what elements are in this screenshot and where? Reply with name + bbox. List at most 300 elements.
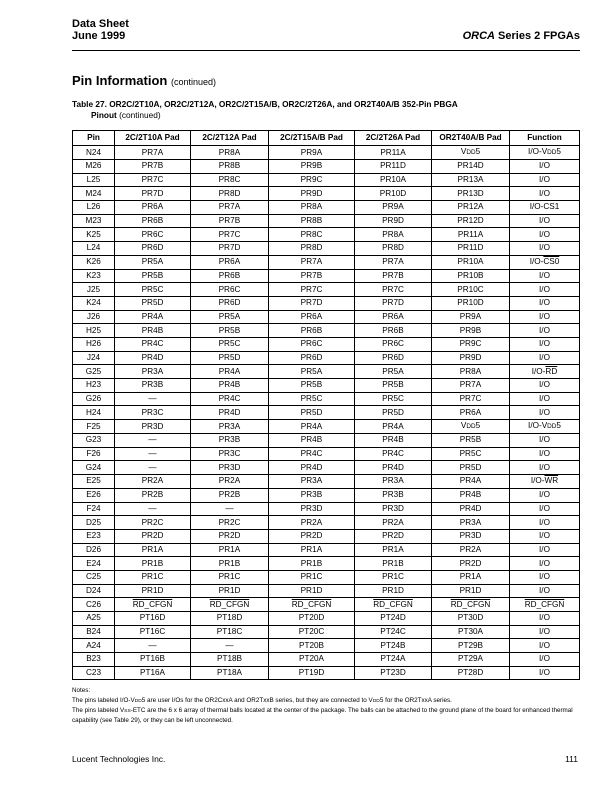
table-cell: — <box>115 461 191 475</box>
table-cell: A25 <box>73 612 115 626</box>
table-cell: PR4D <box>191 406 269 420</box>
table-cell: PR3D <box>115 420 191 434</box>
table-row <box>73 612 580 626</box>
column-header: 2C/2T15A/B Pad <box>269 131 355 146</box>
table-cell: PR11A <box>432 228 510 242</box>
table-cell: PR8A <box>191 146 269 160</box>
table-cell: G24 <box>73 461 115 475</box>
doc-date: June 1999 <box>72 30 126 42</box>
product-series: Series 2 FPGAs <box>495 30 580 42</box>
table-row <box>73 269 580 283</box>
column-header: OR2T40A/B Pad <box>432 131 510 146</box>
table-cell: PR3A <box>191 420 269 434</box>
table-cell: PR1C <box>269 570 355 584</box>
table-row <box>73 529 580 543</box>
pinout-table <box>72 130 580 680</box>
table-cell: K25 <box>73 228 115 242</box>
table-cell: PR7C <box>115 173 191 187</box>
table-cell: PR1D <box>355 584 432 598</box>
table-cell: I/O <box>510 666 580 680</box>
table-cell: PR4B <box>115 324 191 338</box>
table-cell: PR5A <box>355 365 432 379</box>
table-cell: PR10A <box>432 255 510 269</box>
table-row <box>73 434 580 448</box>
table-cell: M24 <box>73 187 115 201</box>
table-cell: I/O <box>510 406 580 420</box>
product-title <box>463 30 580 42</box>
table-cell: PR5D <box>432 461 510 475</box>
table-cell: I/O <box>510 351 580 365</box>
table-cell: PT30A <box>432 625 510 639</box>
table-row <box>73 187 580 201</box>
table-cell: F25 <box>73 420 115 434</box>
table-cell: PR10D <box>432 296 510 310</box>
table-cell: I/O <box>510 557 580 571</box>
table-cell: PR9A <box>432 310 510 324</box>
table-row <box>73 420 580 434</box>
table-cell: PR6A <box>432 406 510 420</box>
table-cell: PR4A <box>115 310 191 324</box>
table-cell: PR1A <box>432 570 510 584</box>
table-cell: PR1A <box>355 543 432 557</box>
table-cell: — <box>191 502 269 516</box>
table-cell: I/O <box>510 187 580 201</box>
table-cell: PR4D <box>432 502 510 516</box>
table-row <box>73 488 580 502</box>
table-cell: PR7A <box>191 201 269 215</box>
table-cell: PR3D <box>355 502 432 516</box>
table-cell: M26 <box>73 160 115 174</box>
table-cell: PR13D <box>432 187 510 201</box>
table-cell: RD_CFGN <box>510 598 580 612</box>
header-divider <box>72 50 580 51</box>
table-cell: PR5D <box>191 351 269 365</box>
table-cell: PR2D <box>191 529 269 543</box>
table-cell: PR2C <box>191 516 269 530</box>
table-cell: PR2D <box>432 557 510 571</box>
table-cell: PT18D <box>191 612 269 626</box>
table-cell: PR6C <box>191 283 269 297</box>
table-cell: PR1D <box>432 584 510 598</box>
table-cell: I/O <box>510 502 580 516</box>
table-cell: PR6B <box>355 324 432 338</box>
table-cell: PR2A <box>355 516 432 530</box>
table-cell: I/O <box>510 242 580 256</box>
table-cell: PR5C <box>269 392 355 406</box>
table-cell: PR6A <box>115 201 191 215</box>
table-cell: N24 <box>73 146 115 160</box>
table-cell: PR10C <box>432 283 510 297</box>
table-cell: PR7D <box>115 187 191 201</box>
table-cell: PR8A <box>432 365 510 379</box>
table-cell: PR6D <box>115 242 191 256</box>
table-cell: — <box>115 392 191 406</box>
table-cell: J24 <box>73 351 115 365</box>
table-cell: G25 <box>73 365 115 379</box>
table-cell: PR9D <box>355 214 432 228</box>
column-header: Pin <box>73 131 115 146</box>
column-header: 2C/2T12A Pad <box>191 131 269 146</box>
table-cell: I/O <box>510 570 580 584</box>
table-cell: PR2A <box>432 543 510 557</box>
table-cell: PR7D <box>269 296 355 310</box>
table-row <box>73 598 580 612</box>
table-cell: PR9A <box>355 201 432 215</box>
table-cell: PR4B <box>269 434 355 448</box>
table-cell: PR2A <box>191 475 269 489</box>
table-cell: PR1B <box>355 557 432 571</box>
table-cell: I/O <box>510 447 580 461</box>
table-cell: E24 <box>73 557 115 571</box>
table-cell: PR1B <box>115 557 191 571</box>
table-row <box>73 214 580 228</box>
table-cell: PR8D <box>191 187 269 201</box>
table-cell: PR7B <box>269 269 355 283</box>
table-cell: PR7B <box>115 160 191 174</box>
table-cell: I/O <box>510 461 580 475</box>
table-cell: PR2C <box>115 516 191 530</box>
table-cell: $I/O-\overline{WR}$ <box>510 475 580 489</box>
table-cell: PR2D <box>269 529 355 543</box>
table-cell: G26 <box>73 392 115 406</box>
table-cell: PR1D <box>115 584 191 598</box>
table-cell: — <box>115 447 191 461</box>
table-cell: PR4A <box>269 420 355 434</box>
table-cell: PR4C <box>269 447 355 461</box>
table-row <box>73 639 580 653</box>
table-cell: PR9D <box>432 351 510 365</box>
table-cell: PR5A <box>191 310 269 324</box>
table-cell: RD_CFGN <box>432 598 510 612</box>
table-cell: PR7A <box>355 255 432 269</box>
table-cell: PR8C <box>269 228 355 242</box>
table-cell: PR10B <box>432 269 510 283</box>
table-cell: PR4B <box>432 488 510 502</box>
table-cell: L25 <box>73 173 115 187</box>
table-cell: PT18C <box>191 625 269 639</box>
table-cell: PR3B <box>191 434 269 448</box>
table-cell: PR9D <box>269 187 355 201</box>
table-cell: RD_CFGN <box>269 598 355 612</box>
table-row <box>73 379 580 393</box>
table-row <box>73 475 580 489</box>
table-cell: PR8A <box>269 201 355 215</box>
table-cell: — <box>115 502 191 516</box>
table-cell: PT29A <box>432 653 510 667</box>
table-cell: PT23D <box>355 666 432 680</box>
table-cell: L24 <box>73 242 115 256</box>
table-row <box>73 392 580 406</box>
table-cell: PR1A <box>115 543 191 557</box>
table-cell: I/O-CS1 <box>510 201 580 215</box>
table-cell: VDD5 <box>432 420 510 434</box>
table-row <box>73 351 580 365</box>
table-cell: I/O <box>510 379 580 393</box>
table-cell: PR3A <box>269 475 355 489</box>
table-cell: B23 <box>73 653 115 667</box>
table-cell: I/O <box>510 214 580 228</box>
table-cell: PR7A <box>115 146 191 160</box>
table-cell: I/O <box>510 434 580 448</box>
table-row <box>73 625 580 639</box>
table-cell: PR4B <box>191 379 269 393</box>
table-cell: PR6D <box>355 351 432 365</box>
table-cell: PR1C <box>191 570 269 584</box>
table-cell: PR9B <box>269 160 355 174</box>
table-cell: — <box>191 639 269 653</box>
table-cell: J26 <box>73 310 115 324</box>
table-cell: PT20C <box>269 625 355 639</box>
table-cell: PR7A <box>269 255 355 269</box>
table-cell: PR11D <box>355 160 432 174</box>
table-cell: I/O <box>510 228 580 242</box>
table-row <box>73 653 580 667</box>
table-cell: PR2A <box>269 516 355 530</box>
note-1: The pins labeled I/O-VDD5 are user I/Os for the OR2CxxA and OR2TxxB series, but they are connected to VDD5 for the OR2TxxA series. <box>72 696 452 704</box>
table-cell: I/O <box>510 612 580 626</box>
table-cell: B24 <box>73 625 115 639</box>
table-cell: PR5B <box>269 379 355 393</box>
section-continued: (continued) <box>170 77 216 87</box>
table-cell: PR4D <box>115 351 191 365</box>
table-row <box>73 584 580 598</box>
table-cell: PR13A <box>432 173 510 187</box>
table-cell: PT16B <box>115 653 191 667</box>
table-cell: PR8B <box>269 214 355 228</box>
table-cell: PR6B <box>269 324 355 338</box>
table-cell: PR7C <box>432 392 510 406</box>
footer-company: Lucent Technologies Inc. <box>72 754 166 764</box>
table-row <box>73 296 580 310</box>
table-cell: J25 <box>73 283 115 297</box>
table-cell: I/O <box>510 653 580 667</box>
table-cell: PR7D <box>191 242 269 256</box>
table-cell: PR4B <box>355 434 432 448</box>
table-cell: H26 <box>73 337 115 351</box>
table-cell: PR2D <box>355 529 432 543</box>
table-cell: PR3B <box>355 488 432 502</box>
table-cell: PR5C <box>191 337 269 351</box>
table-cell: I/O <box>510 269 580 283</box>
table-cell: PR10A <box>355 173 432 187</box>
table-caption <box>72 99 580 121</box>
page-header <box>72 18 580 42</box>
table-cell: I/O <box>510 392 580 406</box>
table-cell: PR5A <box>115 255 191 269</box>
table-cell: PR7B <box>191 214 269 228</box>
table-cell: PR9B <box>432 324 510 338</box>
table-cell: PR6B <box>191 269 269 283</box>
table-cell: I/O <box>510 296 580 310</box>
table-cell: PR12A <box>432 201 510 215</box>
table-cell: D26 <box>73 543 115 557</box>
notes <box>72 687 582 726</box>
table-cell: PR9C <box>432 337 510 351</box>
table-cell: PR5A <box>269 365 355 379</box>
table-cell: I/O-VDD5 <box>510 146 580 160</box>
table-caption-pinout: Pinout <box>91 110 117 120</box>
table-cell: PR12D <box>432 214 510 228</box>
table-cell: H23 <box>73 379 115 393</box>
product-brand: ORCA <box>462 30 495 42</box>
table-cell: PR4A <box>432 475 510 489</box>
table-cell: PR7C <box>191 228 269 242</box>
table-cell: PR4A <box>191 365 269 379</box>
table-cell: F24 <box>73 502 115 516</box>
table-cell: C25 <box>73 570 115 584</box>
table-cell: PR3C <box>191 447 269 461</box>
table-cell: RD_CFGN <box>115 598 191 612</box>
table-cell: PR5B <box>355 379 432 393</box>
table-cell: PR4D <box>269 461 355 475</box>
table-cell: PT18A <box>191 666 269 680</box>
table-cell: I/O-CS0 <box>510 255 580 269</box>
table-row <box>73 160 580 174</box>
table-cell: L26 <box>73 201 115 215</box>
table-cell: A24 <box>73 639 115 653</box>
column-header: 2C/2T10A Pad <box>115 131 191 146</box>
table-row <box>73 173 580 187</box>
table-cell: PT16D <box>115 612 191 626</box>
table-cell: PR1B <box>191 557 269 571</box>
table-cell: C26 <box>73 598 115 612</box>
table-cell: PR3A <box>355 475 432 489</box>
table-cell: PR8A <box>355 228 432 242</box>
table-cell: PT28D <box>432 666 510 680</box>
table-cell: PR6A <box>355 310 432 324</box>
table-cell: PR5B <box>432 434 510 448</box>
section-title <box>72 73 216 88</box>
table-cell: PR8B <box>191 160 269 174</box>
section-title-text: Pin Information <box>72 73 168 88</box>
table-cell: I/O <box>510 488 580 502</box>
table-row <box>73 406 580 420</box>
table-row <box>73 242 580 256</box>
column-header: Function <box>510 131 580 146</box>
table-row <box>73 146 580 160</box>
table-row <box>73 201 580 215</box>
table-cell: PR6C <box>115 228 191 242</box>
table-body <box>73 146 580 680</box>
table-cell: H25 <box>73 324 115 338</box>
table-cell: PR5D <box>355 406 432 420</box>
table-cell: I/O <box>510 283 580 297</box>
table-cell: I/O-VDD5 <box>510 420 580 434</box>
table-cell: PR1A <box>269 543 355 557</box>
table-cell: D25 <box>73 516 115 530</box>
table-cell: PR11D <box>432 242 510 256</box>
table-cell: PT16A <box>115 666 191 680</box>
table-cell: PR10D <box>355 187 432 201</box>
table-cell: D24 <box>73 584 115 598</box>
table-caption-line1: Table 27. OR2C/2T10A, OR2C/2T12A, OR2C/2T15A/B, OR2C/2T26A, and OR2T40A/B 352-Pin PBGA <box>72 99 458 109</box>
table-cell: PT20D <box>269 612 355 626</box>
table-cell: PT24C <box>355 625 432 639</box>
table-cell: PR6D <box>269 351 355 365</box>
table-cell: PR4C <box>355 447 432 461</box>
table-cell: PT24A <box>355 653 432 667</box>
table-cell: PR5D <box>269 406 355 420</box>
table-cell: PT24B <box>355 639 432 653</box>
table-cell: I/O <box>510 639 580 653</box>
table-cell: PR6A <box>191 255 269 269</box>
table-cell: I/O <box>510 584 580 598</box>
table-cell: — <box>115 434 191 448</box>
table-cell: PR5C <box>115 283 191 297</box>
table-cell: PR6C <box>269 337 355 351</box>
table-cell: PR5C <box>432 447 510 461</box>
table-cell: I/O <box>510 543 580 557</box>
table-cell: I/O <box>510 160 580 174</box>
table-cell: M23 <box>73 214 115 228</box>
table-cell: RD_CFGN <box>191 598 269 612</box>
table-cell: PR1C <box>115 570 191 584</box>
table-cell: PR6B <box>115 214 191 228</box>
table-cell: PR1D <box>191 584 269 598</box>
table-cell: PR5B <box>191 324 269 338</box>
column-header: 2C/2T26A Pad <box>355 131 432 146</box>
table-cell: PR5D <box>115 296 191 310</box>
table-cell: F26 <box>73 447 115 461</box>
table-cell: PR4C <box>191 392 269 406</box>
note-2: The pins labeled VSS-ETC are the 6 x 6 array of thermal balls located at the center of the package. The balls can be attached to the ground plane of the board for enhanced thermal capability (see Table 29), or they can be left unconnected. <box>72 707 573 724</box>
table-cell: — <box>115 639 191 653</box>
table-cell: PT30D <box>432 612 510 626</box>
table-row <box>73 557 580 571</box>
table-cell: PR3C <box>115 406 191 420</box>
table-row <box>73 283 580 297</box>
table-cell: PR6C <box>355 337 432 351</box>
table-row <box>73 337 580 351</box>
notes-label: Notes: <box>72 687 91 694</box>
table-cell: K26 <box>73 255 115 269</box>
table-row <box>73 502 580 516</box>
table-row <box>73 447 580 461</box>
table-cell: PR3B <box>269 488 355 502</box>
table-cell: PT20A <box>269 653 355 667</box>
table-cell: I/O <box>510 324 580 338</box>
table-cell: I/O <box>510 310 580 324</box>
table-cell: RD_CFGN <box>355 598 432 612</box>
table-cell: PR3D <box>432 529 510 543</box>
table-cell: PR4C <box>115 337 191 351</box>
table-row <box>73 666 580 680</box>
table-cell: I/O <box>510 337 580 351</box>
table-cell: I/O <box>510 516 580 530</box>
table-cell: PR2D <box>115 529 191 543</box>
table-cell: PR2A <box>115 475 191 489</box>
table-cell: PT29B <box>432 639 510 653</box>
table-cell: PR3A <box>115 365 191 379</box>
table-cell: VDD5 <box>432 146 510 160</box>
table-cell: PR4A <box>355 420 432 434</box>
table-cell: PR3B <box>115 379 191 393</box>
table-cell: PT16C <box>115 625 191 639</box>
table-row <box>73 461 580 475</box>
table-cell: PR3A <box>432 516 510 530</box>
table-cell: PR11A <box>355 146 432 160</box>
table-row <box>73 310 580 324</box>
table-cell: PT24D <box>355 612 432 626</box>
table-header-row <box>73 131 580 146</box>
table-cell: G23 <box>73 434 115 448</box>
table-cell: PR7B <box>355 269 432 283</box>
table-cell: PR2B <box>115 488 191 502</box>
table-cell: PR7C <box>355 283 432 297</box>
table-cell: PR3D <box>191 461 269 475</box>
page-number: 111 <box>565 754 578 764</box>
table-cell: PT19D <box>269 666 355 680</box>
